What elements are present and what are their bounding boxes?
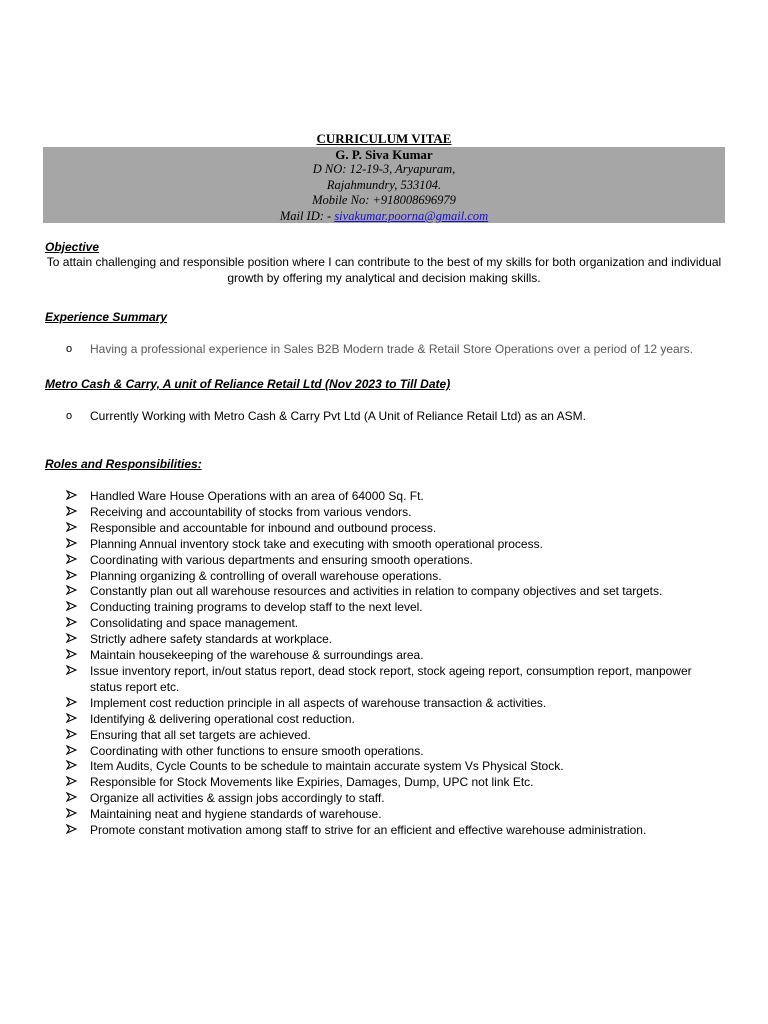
role-item <box>66 664 726 696</box>
arrowhead-bullet-icon <box>66 775 90 791</box>
circle-bullet-icon: o <box>66 410 73 422</box>
role-item-text: Implement cost reduction principle in all aspects of warehouse transaction & activities. <box>90 695 547 710</box>
role-item-text: Conducting training programs to develop staff to the next level. <box>90 600 423 615</box>
role-item-text: Organize all activities & assign jobs accordingly to staff. <box>90 791 385 806</box>
arrowhead-bullet-icon <box>66 489 90 505</box>
role-item-text: Issue inventory report, in/out status report, dead stock report, stock ageing report, consumption report, manpower status report etc. <box>90 663 692 694</box>
role-item-text: Handled Ware House Operations with an area of 64000 Sq. Ft. <box>90 489 424 503</box>
objective-text: To attain challenging and responsible position where I can contribute to the best of my skills for both organization and individual growth by offering my analytical and decision making skills. <box>46 255 722 285</box>
arrowhead-bullet-icon <box>66 505 90 521</box>
circle-bullet-icon: o <box>66 343 73 355</box>
roles-list <box>66 489 726 839</box>
role-item-text: Receiving and accountability of stocks from various vendors. <box>90 504 412 519</box>
role-item <box>66 728 726 744</box>
role-item-text: Coordinating with other functions to ensure smooth operations. <box>90 743 424 758</box>
arrowhead-bullet-icon <box>66 616 90 632</box>
objective-heading: Objective <box>45 240 100 254</box>
experience-summary-heading: Experience Summary <box>45 310 168 324</box>
arrowhead-bullet-icon <box>66 823 90 839</box>
arrowhead-bullet-icon <box>66 648 90 664</box>
arrowhead-bullet-icon <box>66 744 90 760</box>
arrowhead-bullet-icon <box>66 632 90 648</box>
role-item <box>66 600 726 616</box>
role-item <box>66 823 726 839</box>
roles-heading: Roles and Responsibilities: <box>45 457 202 471</box>
role-item <box>66 537 726 553</box>
role-item-text: Promote constant motivation among staff to strive for an efficient and effective warehouse administration. <box>90 823 647 838</box>
document-title: CURRICULUM VITAE <box>316 131 452 146</box>
arrowhead-bullet-icon <box>66 553 90 569</box>
mail-label: Mail ID: - <box>279 208 335 223</box>
arrowhead-bullet-icon <box>66 584 90 600</box>
arrowhead-bullet-icon <box>66 759 90 775</box>
arrowhead-bullet-icon <box>66 712 90 728</box>
role-item <box>66 616 726 632</box>
role-item <box>66 712 726 728</box>
current-job-text: Currently Working with Metro Cash & Carry Pvt Ltd (A Unit of Reliance Retail Ltd) as an ASM. <box>90 409 586 423</box>
contact-header <box>43 147 725 223</box>
arrowhead-bullet-icon <box>66 569 90 585</box>
arrowhead-bullet-icon <box>66 791 90 807</box>
arrowhead-bullet-icon <box>66 664 90 696</box>
address-line-1: D NO: 12-19-3, Aryapuram, <box>312 162 456 177</box>
arrowhead-bullet-icon <box>66 728 90 744</box>
role-item-text: Maintaining neat and hygiene standards of warehouse. <box>90 807 382 822</box>
role-item-text: Planning organizing & controlling of overall warehouse operations. <box>90 568 442 583</box>
role-item-text: Coordinating with various departments and ensuring smooth operations. <box>90 552 473 567</box>
role-item-text: Consolidating and space management. <box>90 616 299 631</box>
role-item-text: Planning Annual inventory stock take and executing with smooth operational process. <box>90 536 543 551</box>
arrowhead-bullet-icon <box>66 807 90 823</box>
role-item <box>66 584 726 600</box>
role-item-text: Ensuring that all set targets are achieved. <box>90 727 311 742</box>
role-item-text: Strictly adhere safety standards at workplace. <box>90 632 333 647</box>
role-item-text: Responsible for Stock Movements like Expiries, Damages, Dump, UPC not link Etc. <box>90 775 534 790</box>
role-item-text: Maintain housekeeping of the warehouse & surroundings area. <box>90 648 424 663</box>
mail-row <box>43 209 725 224</box>
role-item <box>66 521 726 537</box>
role-item-text: Identifying & delivering operational cost reduction. <box>90 711 355 726</box>
experience-summary-text: Having a professional experience in Sales B2B Modern trade & Retail Store Operations over a period of 12 years. <box>90 342 693 356</box>
role-item <box>66 632 726 648</box>
role-item-text: Item Audits, Cycle Counts to be schedule to maintain accurate system Vs Physical Stock. <box>90 759 564 774</box>
role-item <box>66 489 726 505</box>
role-item <box>66 569 726 585</box>
experience-summary-item <box>66 342 746 357</box>
role-item <box>66 807 726 823</box>
role-item <box>66 775 726 791</box>
current-job-heading: Metro Cash & Carry, A unit of Reliance Retail Ltd (Nov 2023 to Till Date) <box>45 377 451 391</box>
current-job-item <box>66 409 746 424</box>
role-item <box>66 791 726 807</box>
arrowhead-bullet-icon <box>66 521 90 537</box>
role-item-text: Responsible and accountable for inbound and outbound process. <box>90 520 437 535</box>
role-item <box>66 505 726 521</box>
arrowhead-bullet-icon <box>66 537 90 553</box>
address-line-2: Rajahmundry, 533104. <box>326 177 442 192</box>
role-item <box>66 648 726 664</box>
role-item <box>66 696 726 712</box>
arrowhead-bullet-icon <box>66 696 90 712</box>
candidate-name: G. P. Siva Kumar <box>335 147 433 162</box>
email-link[interactable]: sivakumar.poorna@gmail.com <box>334 208 489 223</box>
role-item <box>66 744 726 760</box>
role-item <box>66 759 726 775</box>
role-item <box>66 553 726 569</box>
mobile-number: Mobile No: +918008696979 <box>312 193 456 208</box>
arrowhead-bullet-icon <box>66 600 90 616</box>
role-item-text: Constantly plan out all warehouse resources and activities in relation to company objectives and set targets. <box>90 584 663 599</box>
